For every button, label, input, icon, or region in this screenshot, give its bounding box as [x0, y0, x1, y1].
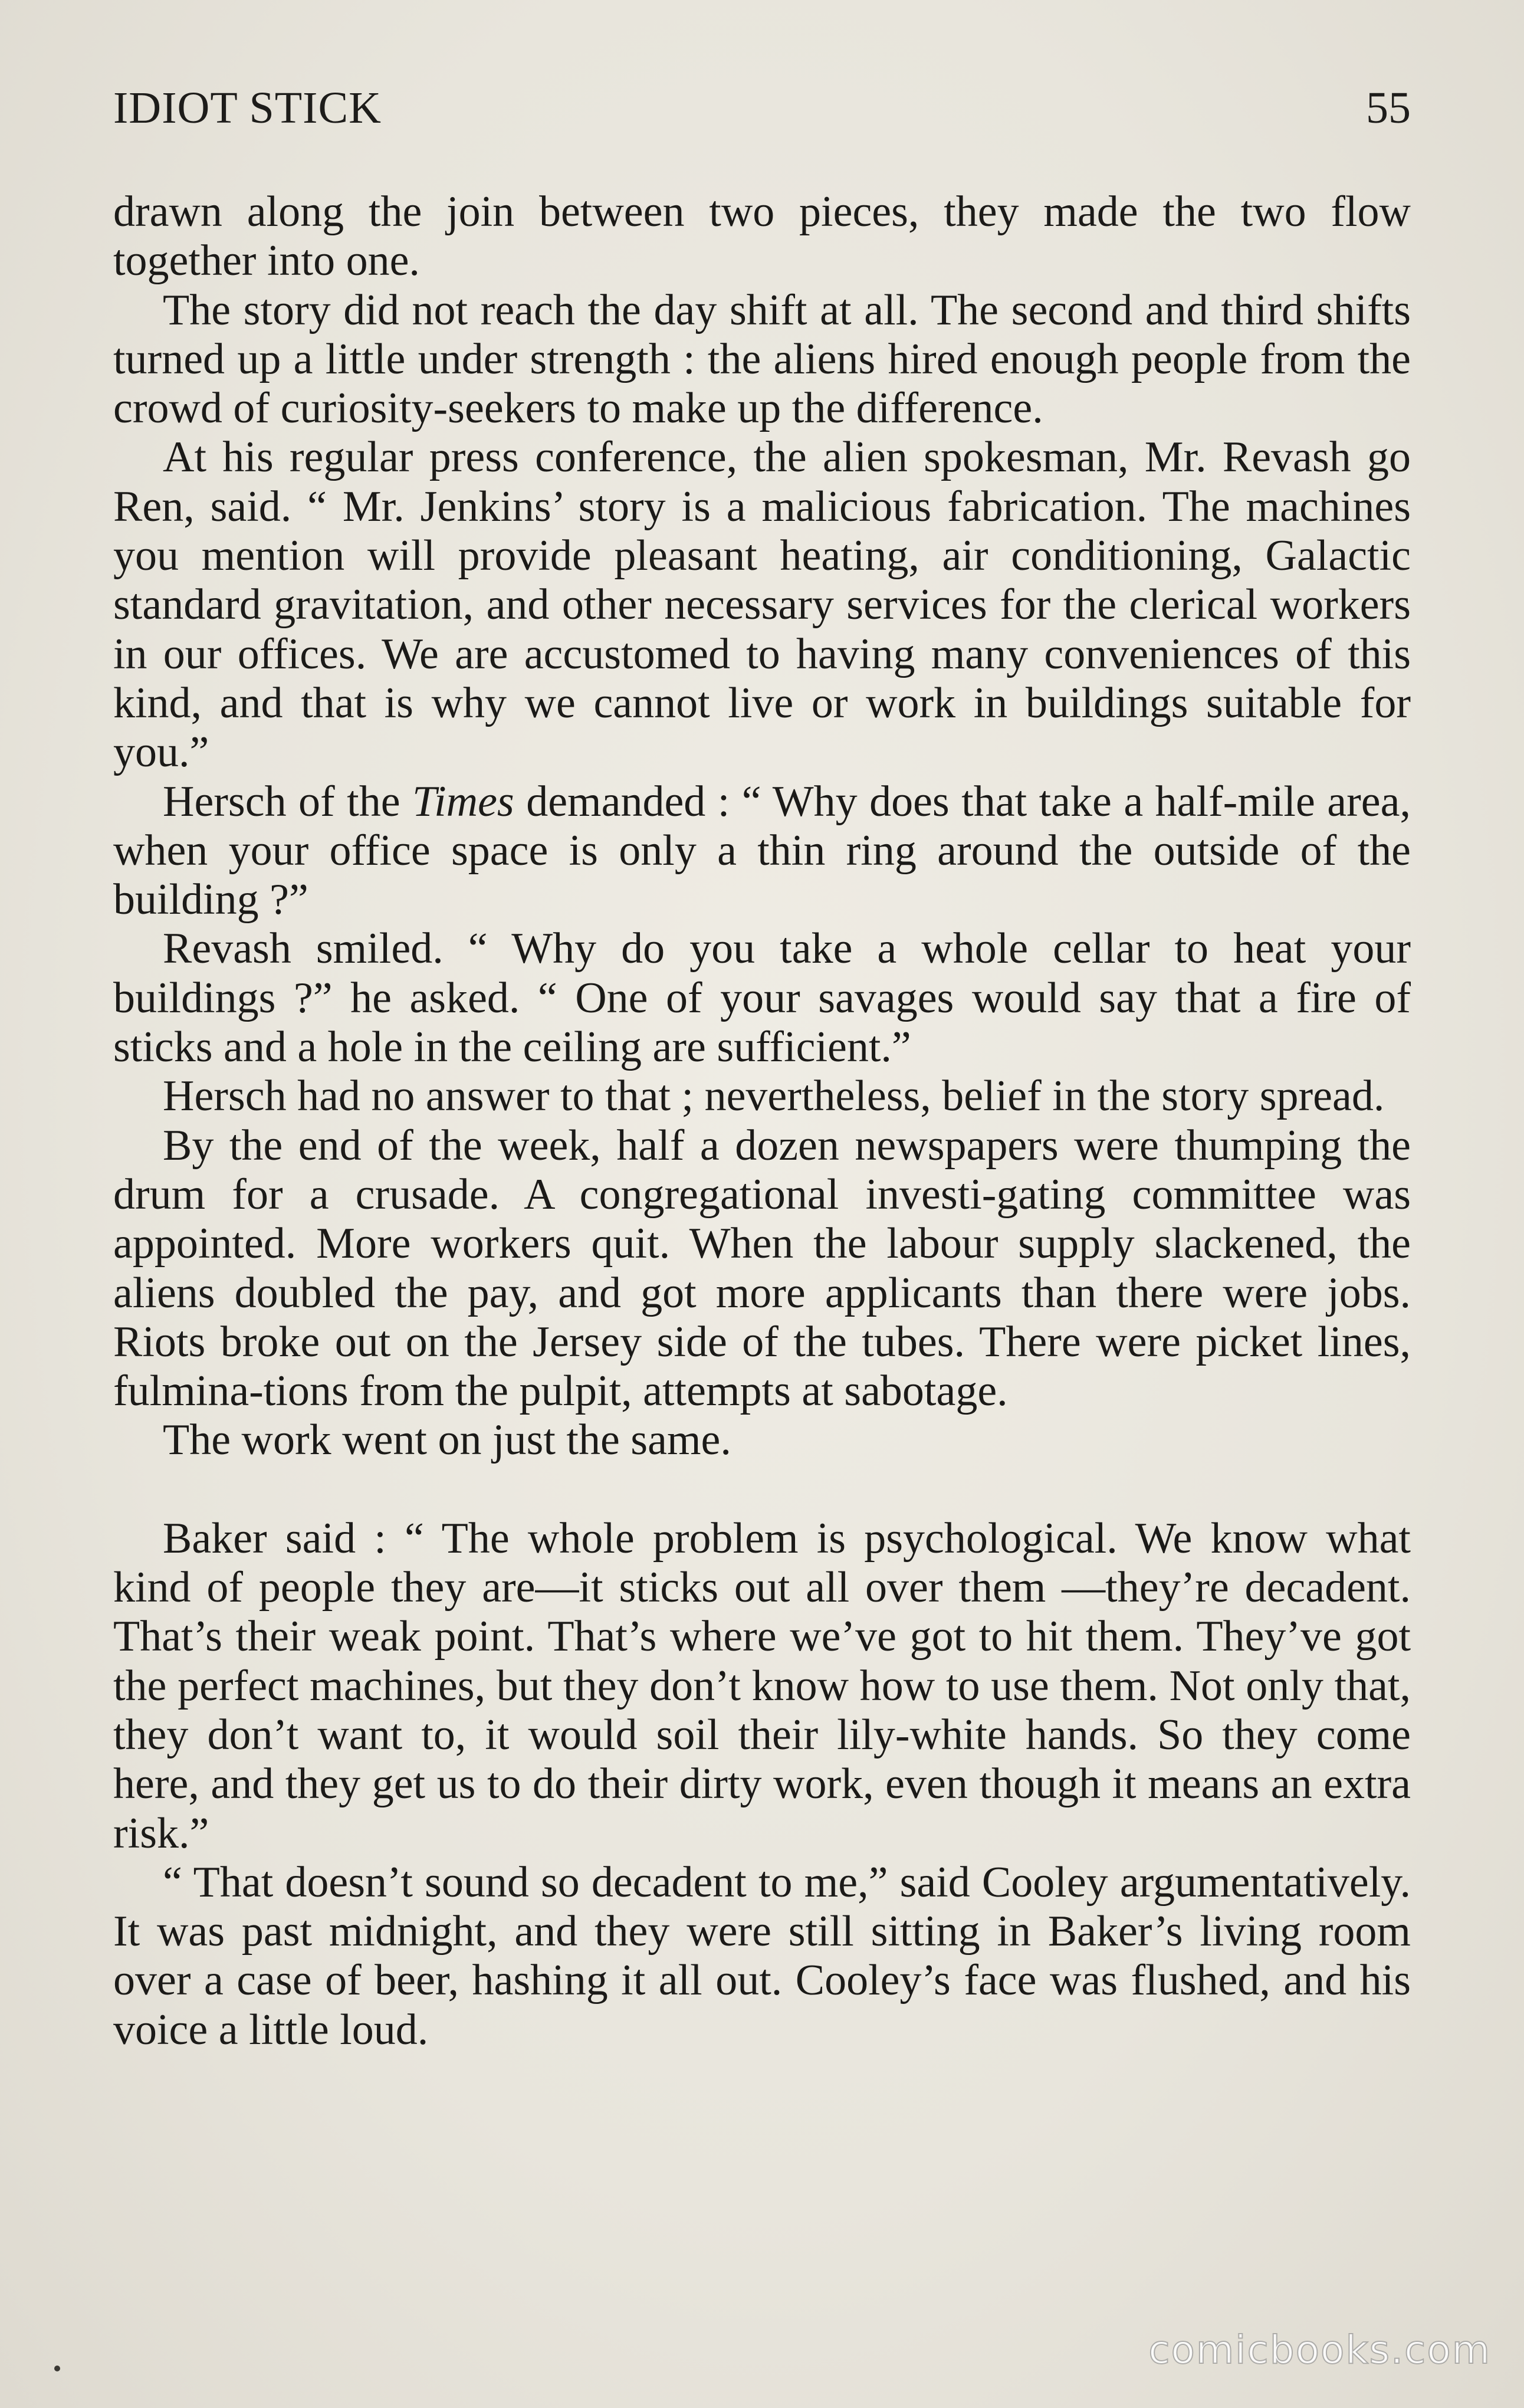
page-header	[113, 83, 1411, 147]
page-number: 55	[1366, 83, 1411, 133]
paragraph-section-start: Baker said : “ The whole problem is psychological. We know what kind of people they are—it sticks out all over them —they’re decadent. That’s their weak point. That’s where we’ve got to hit them. They’ve got the perfect machines, but they don’t know how to use them. Not only that, they don’t want to, it would soil their lily-white hands. So they come here, and they get us to do their dirty work, even though it means an extra risk.”	[113, 1514, 1411, 1858]
paragraph: At his regular press conference, the alien spokesman, Mr. Revash go Ren, said. “ Mr. Jenkins’ story is a malicious fabrication. The machines you mention will provide pleasant heating, air conditioning, Galactic standard gravitation, and other necessary services for the clerical workers in our offices. We are accustomed to having many conveniences of this kind, and that is why we cannot live or work in buildings suitable for you.”	[113, 433, 1411, 777]
print-speck	[54, 2366, 60, 2371]
paragraph: By the end of the week, half a dozen newspapers were thumping the drum for a crusade. A congregational investi-gating committee was appointed. More workers quit. When the labour supply slackened, the aliens doubled the pay, and got more applicants than there were jobs. Riots broke out on the Jersey side of the tubes. There were picket lines, fulmina-tions from the pulpit, attempts at sabotage.	[113, 1121, 1411, 1416]
paragraph: Revash smiled. “ Why do you take a whole cellar to heat your buildings ?” he asked. “ One of your savages would say that a fire of sticks and a hole in the ceiling are sufficient.”	[113, 924, 1411, 1072]
italic-newspaper-title: Times	[412, 777, 514, 826]
paragraph-text: Hersch of the	[163, 777, 413, 826]
paragraph: Hersch had no answer to that ; nevertheless, belief in the story spread.	[163, 1072, 1385, 1121]
paragraph	[113, 777, 1411, 925]
paragraph-continued: drawn along the join between two pieces, they made the two flow together into one.	[113, 188, 1411, 286]
watermark: comicbooks.com	[1148, 2327, 1491, 2373]
body-text	[113, 188, 1411, 2055]
paragraph-text: demanded : “ Why does that take a half-mile area, when your office space is only a thin ring around the outside of the building ?”	[113, 777, 1411, 924]
paragraph: The work went on just the same.	[163, 1416, 731, 1465]
paragraph: The story did not reach the day shift at all. The second and third shifts turned up a little under strength : the aliens hired enough people from the crowd of curiosity-seekers to make up the difference.	[113, 286, 1411, 433]
paragraph: “ That doesn’t sound so decadent to me,” said Cooley argumentatively. It was past midnight, and they were still sitting in Baker’s living room over a case of beer, hashing it all out. Cooley’s face was flushed, and his voice a little loud.	[113, 1858, 1411, 2054]
running-head: IDIOT STICK	[113, 83, 382, 133]
